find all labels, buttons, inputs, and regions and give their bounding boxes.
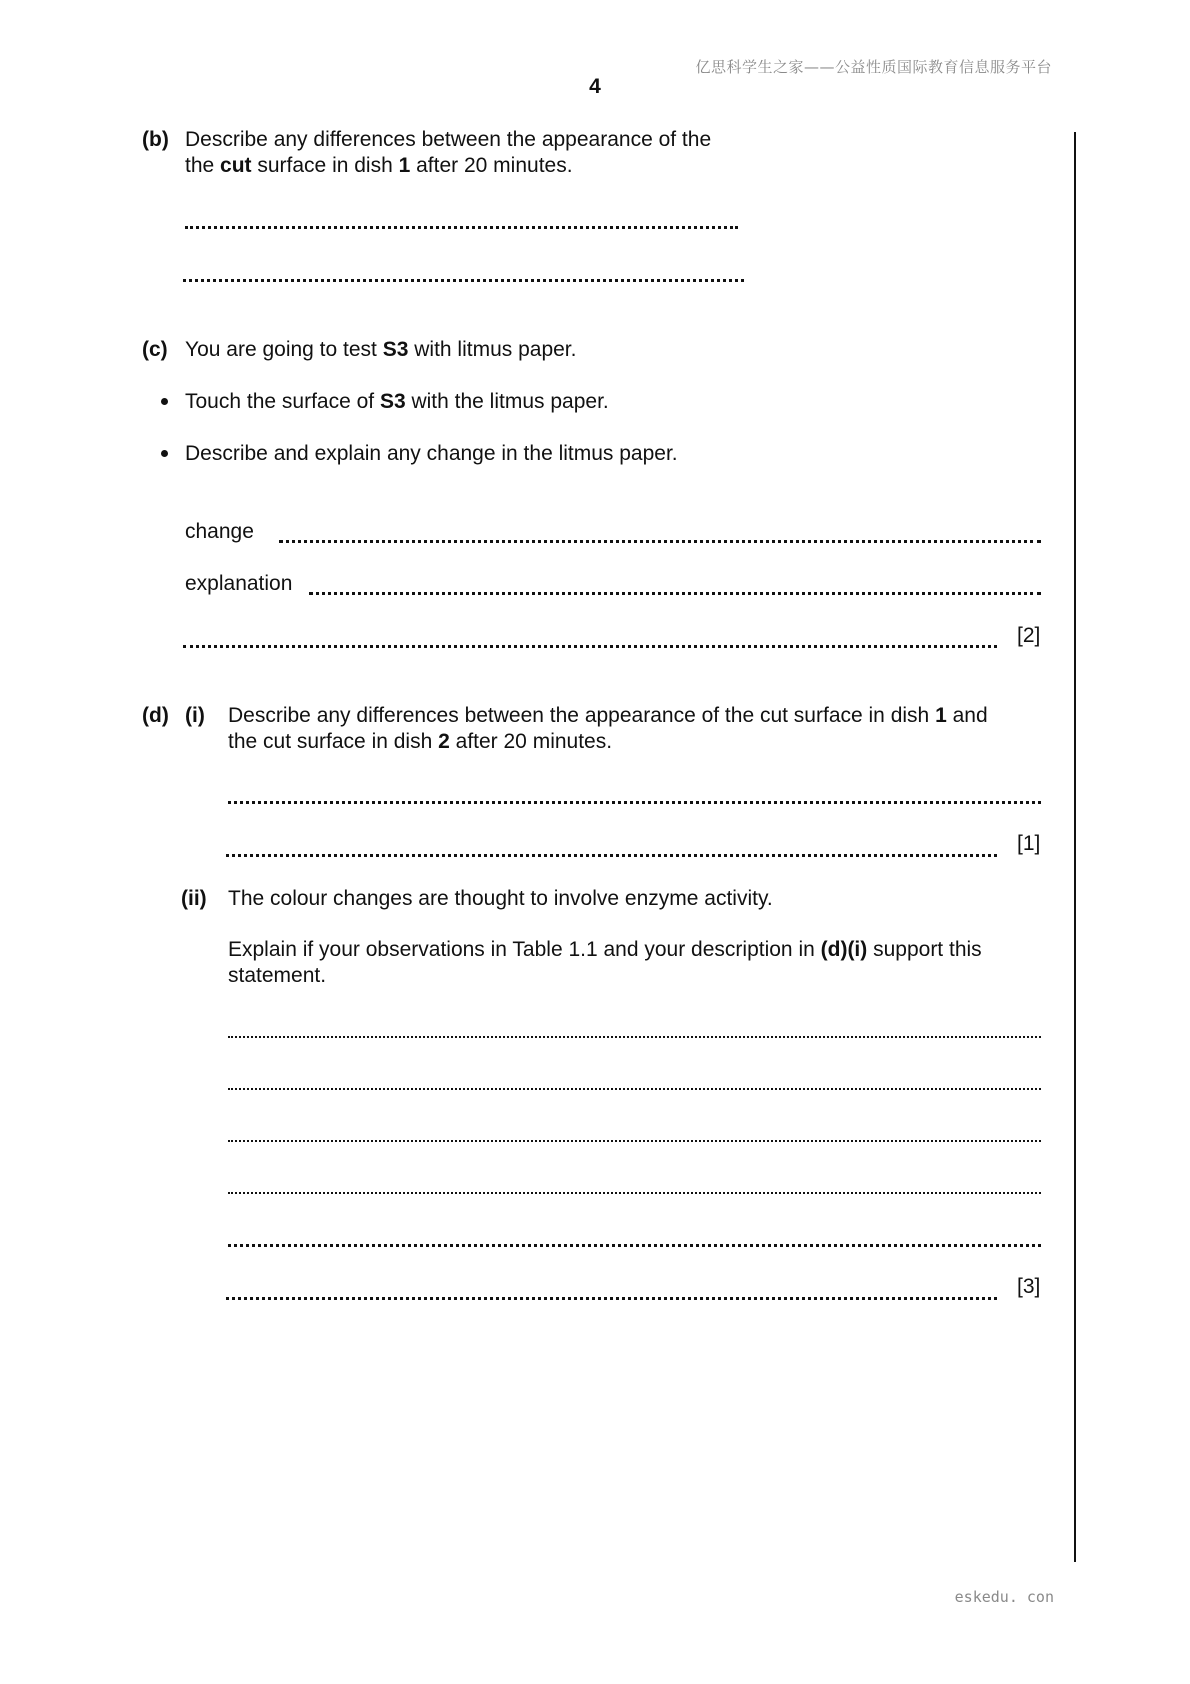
part-b-answer-line-2[interactable] [183, 279, 744, 282]
part-d-i-label: (i) [185, 704, 205, 727]
part-d-ii-answer-line-1[interactable] [228, 1036, 1041, 1038]
part-c-bullet-2: Describe and explain any change in the litmus paper. [185, 442, 678, 465]
part-c-intro: You are going to test S3 with litmus paper. [185, 338, 577, 361]
part-d-i-answer-line-1[interactable] [228, 801, 1041, 804]
part-d-i-question-line2: the cut surface in dish 2 after 20 minutes. [228, 730, 613, 753]
part-d-ii-answer-line-5[interactable] [228, 1244, 1041, 1247]
part-d-ii-label: (ii) [181, 887, 207, 910]
part-c-label: (c) [142, 338, 168, 361]
part-c-marks: [2] [1017, 624, 1041, 647]
part-d-ii-answer-line-6[interactable] [226, 1297, 997, 1300]
explanation-answer-line-2[interactable] [183, 645, 997, 648]
part-d-ii-question-line1: Explain if your observations in Table 1.1 and your description in (d)(i) support this [228, 938, 982, 961]
part-d-ii-answer-line-4[interactable] [228, 1192, 1041, 1194]
bullet-icon [161, 398, 168, 405]
part-d-ii-statement: The colour changes are thought to involve enzyme activity. [228, 887, 773, 910]
footer-site-name: eskedu. con [954, 1588, 1054, 1606]
change-label: change [185, 520, 254, 543]
part-d-ii-answer-line-2[interactable] [228, 1088, 1041, 1090]
part-d-i-marks: [1] [1017, 832, 1041, 855]
right-margin-rule [1074, 132, 1076, 1562]
part-b-label: (b) [142, 128, 169, 151]
part-d-ii-question-line2: statement. [228, 964, 327, 987]
part-b-question-line2: the cut surface in dish 1 after 20 minutes. [185, 154, 573, 177]
header-site-name: 亿思科学生之家——公益性质国际教育信息服务平台 [695, 58, 1052, 76]
page-number: 4 [589, 75, 601, 98]
part-b-answer-line-1[interactable] [185, 226, 738, 229]
explanation-answer-line-1[interactable] [309, 592, 1041, 595]
part-d-i-answer-line-2[interactable] [226, 854, 997, 857]
explanation-label: explanation [185, 572, 293, 595]
part-d-label: (d) [142, 704, 169, 727]
bullet-icon [161, 450, 168, 457]
part-d-i-question-line1: Describe any differences between the appearance of the cut surface in dish 1 and [228, 704, 988, 727]
part-d-ii-answer-line-3[interactable] [228, 1140, 1041, 1142]
part-b-question-line1: Describe any differences between the appearance of the [185, 128, 712, 151]
change-answer-line[interactable] [279, 540, 1041, 543]
part-c-bullet-1: Touch the surface of S3 with the litmus paper. [185, 390, 609, 413]
part-d-ii-marks: [3] [1017, 1275, 1041, 1298]
